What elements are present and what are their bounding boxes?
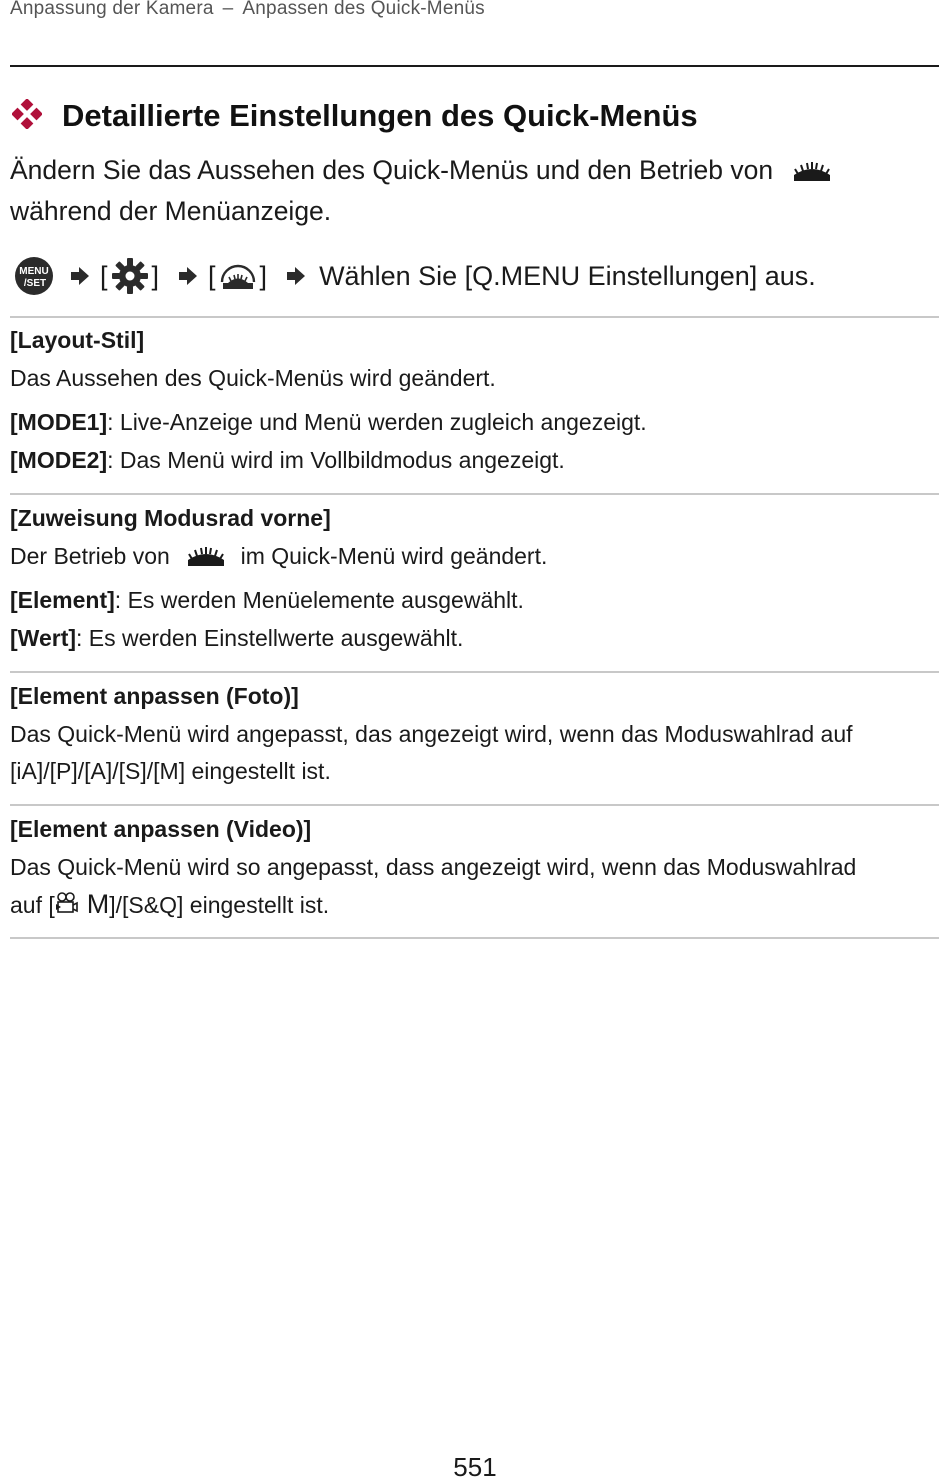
item-divider — [10, 493, 939, 495]
creative-video-mode-icon — [55, 891, 87, 917]
arrow-right-icon — [70, 267, 90, 285]
setting-title: [Layout-Stil] — [10, 327, 145, 353]
breadcrumb-chapter: Anpassung der Kamera — [10, 0, 214, 19]
intro-line-2: während der Menüanzeige. — [10, 196, 332, 226]
page-number: 551 — [453, 1452, 497, 1482]
description-text: Der Betrieb von — [10, 542, 170, 569]
setting-description: Das Quick-Menü wird angepasst, das angezeigt wird, wenn das Moduswahlrad auf — [10, 720, 853, 747]
setting-description: Das Quick-Menü wird so angepasst, dass angezeigt wird, wenn das Moduswahlrad — [10, 853, 857, 880]
breadcrumb-section: Anpassen des Quick-Menüs — [242, 0, 485, 19]
page-title: Detaillierte Einstellungen des Quick-Menüs — [62, 98, 698, 133]
setting-item-layout-style — [10, 322, 939, 479]
setting-title: [Element anpassen (Video)] — [10, 816, 312, 842]
item-divider — [10, 671, 939, 673]
option-key: [MODE2] — [10, 446, 108, 473]
menu-set-button-icon — [14, 256, 54, 296]
setting-item-customize-photo — [10, 678, 939, 791]
operation-dial-icon — [219, 261, 257, 291]
option-line — [10, 404, 939, 442]
intro-line-1: Ändern Sie das Aussehen des Quick-Menüs und den Betrieb von — [10, 155, 774, 185]
bracket-close: ] — [259, 260, 268, 291]
setting-item-customize-video — [10, 811, 939, 925]
header-divider — [10, 65, 939, 67]
setting-title: [Zuweisung Modusrad vorne] — [10, 505, 331, 531]
option-key: [Element] — [10, 587, 115, 613]
menu-navigation-path — [14, 252, 816, 300]
arrow-right-icon — [178, 267, 198, 285]
setting-item-front-dial-assignment — [10, 500, 939, 657]
bracket-open: [ — [100, 260, 108, 291]
description-text: ]/[S&Q] eingestellt ist. — [109, 892, 330, 918]
option-key: [MODE1] — [10, 409, 108, 435]
setting-description: Das Aussehen des Quick-Menüs wird geändert. — [10, 364, 496, 391]
setting-options — [10, 404, 939, 479]
custom-gear-icon — [111, 257, 149, 295]
option-line — [10, 620, 939, 658]
bracket-close: ] — [151, 260, 160, 291]
item-divider — [10, 937, 939, 939]
option-line — [10, 442, 939, 480]
breadcrumb — [10, 0, 485, 20]
option-key: [Wert] — [10, 624, 77, 651]
setting-description: [iA]/[P]/[A]/[S]/[M] eingestellt ist. — [10, 758, 331, 784]
option-text: : Es werden Menüelemente ausgewählt. — [114, 587, 524, 613]
item-divider — [10, 316, 939, 318]
bracket-open: [ — [208, 260, 216, 291]
setting-description — [10, 538, 939, 576]
navigation-instruction: Wählen Sie [Q.MENU Einstellungen] aus. — [319, 260, 816, 291]
mode-icon-letter: M — [86, 889, 110, 919]
description-text: auf [ — [10, 892, 55, 918]
front-dial-icon — [792, 160, 832, 184]
item-divider — [10, 804, 939, 806]
front-dial-icon — [186, 545, 226, 569]
svg-text:/SET: /SET — [23, 278, 47, 289]
diamond-bullet-icon — [12, 99, 42, 129]
setting-title: [Element anpassen (Foto)] — [10, 683, 299, 709]
setting-description — [10, 886, 939, 925]
arrow-right-icon — [286, 267, 306, 285]
option-text: : Live-Anzeige und Menü werden zugleich angezeigt. — [107, 409, 647, 435]
breadcrumb-separator: – — [222, 0, 234, 19]
intro-paragraph — [10, 150, 832, 232]
section-heading — [12, 98, 698, 134]
option-line — [10, 582, 939, 620]
svg-text:MENU: MENU — [19, 266, 49, 277]
option-text: : Das Menü wird im Vollbildmodus angezeigt. — [107, 446, 565, 473]
option-text: : Es werden Einstellwerte ausgewählt. — [76, 624, 464, 651]
description-text: im Quick-Menü wird geändert. — [240, 542, 548, 569]
setting-options — [10, 582, 939, 657]
